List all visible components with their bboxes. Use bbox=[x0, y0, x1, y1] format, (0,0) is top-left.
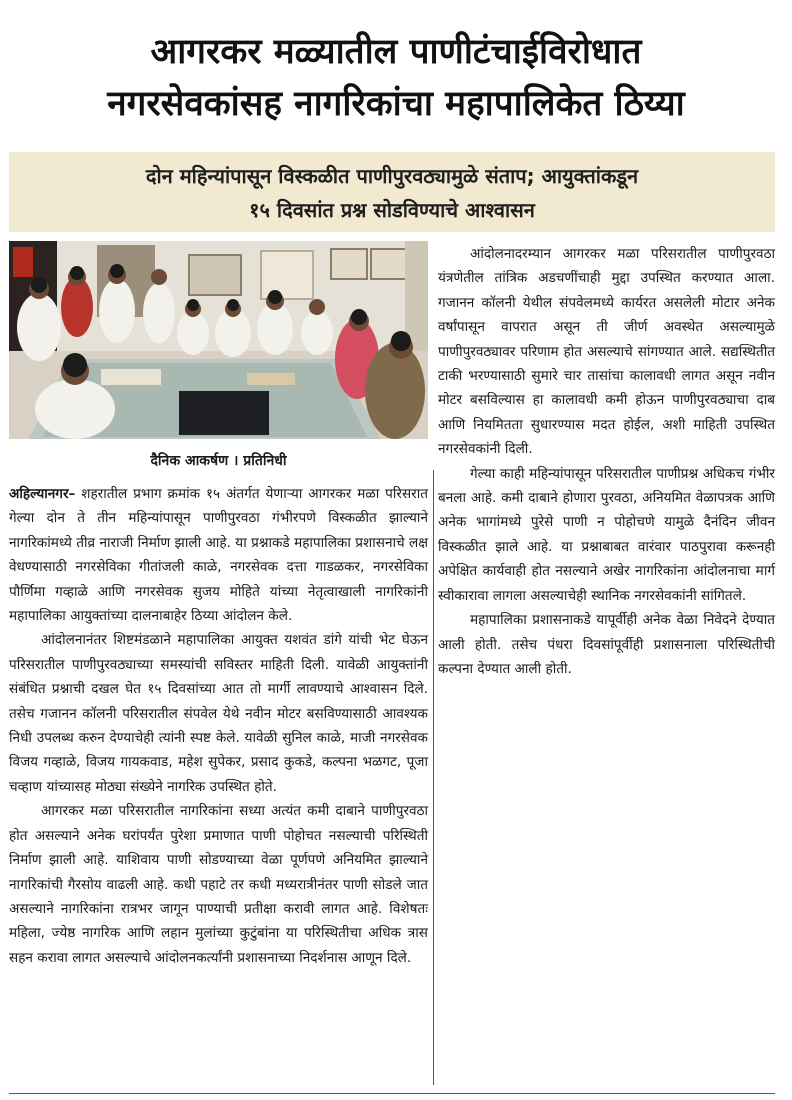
paragraph-6: महापालिका प्रशासनाकडे यापूर्वीही अनेक वेळा निवेदने देण्यात आली होती. तसेच पंधरा दिवसांपूर्वीही प्रशासनाला परिस्थितीची कल्पना देण्यात आली होती. bbox=[438, 612, 775, 677]
headline bbox=[0, 26, 792, 130]
headline-line-1: आगरकर मळ्यातील पाणीटंचाईविरोधात bbox=[150, 32, 642, 72]
paragraph-1 bbox=[9, 482, 428, 628]
paragraph-4: आंदोलनादरम्यान आगरकर मळा परिसरातील पाणीपुरवठा यंत्रणेतील तांत्रिक अडचणींचाही मुद्दा उपस्थित करण्यात आला. गजानन कॉलनी येथील संपवेलमध्ये कार्यरत असलेली मोटार अनेक वर्षांपासून वापरात असून ती जीर्ण अवस्थेत असल्यामुळे पाणीपुरवठ्यावर परिणाम होत असल्याचे सांगण्यात आले. सद्यस्थितीत टाकी भरण्यासाठी सुमारे चार तासांचा कालावधी लागत असून नवीन मोटर बसविल्यास हा कालावधी कमी होऊन पाणीपुरवठ्याचा दाब आणि नियमितता सुधारण्यास मदत होईल, अशी माहिती उपस्थित नगरसेवकांनी दिली. bbox=[438, 246, 775, 458]
subheadline-line-2: १५ दिवसांत प्रश्न सोडविण्याचे आश्वासन bbox=[249, 198, 535, 222]
meeting-photo-illustration bbox=[9, 241, 428, 439]
subheadline bbox=[9, 152, 775, 232]
news-photo bbox=[9, 241, 428, 439]
bottom-rule bbox=[9, 1093, 775, 1094]
byline: दैनिक आकर्षण । प्रतिनिधी bbox=[150, 453, 287, 469]
dateline: अहिल्यानगर– bbox=[9, 486, 76, 502]
article-column-right bbox=[438, 242, 775, 681]
article-column-left bbox=[9, 482, 428, 970]
column-divider bbox=[433, 470, 434, 1085]
headline-line-2: नगरसेवकांसह नागरिकांचा महापालिकेत ठिय्या bbox=[107, 84, 685, 124]
paragraph-5: गेल्या काही महिन्यांपासून परिसरातील पाणीप्रश्न अधिकच गंभीर बनला आहे. कमी दाबाने होणारा पुरवठा, अनियमित वेळापत्रक आणि अनेक भागांमध्ये पुरेसे पाणी न पोहोचणे यामुळे दैनंदिन जीवन विस्कळीत झाले आहे. या प्रश्नाबाबत वारंवार पाठपुरावा करूनही अपेक्षित कार्यवाही होत नसल्याने अखेर नागरिकांना आंदोलनाचा मार्ग स्वीकारावा लागला असल्याचेही स्थानिक नगरसेवकांनी सांगितले. bbox=[438, 465, 775, 604]
paragraph-1-text: शहरातील प्रभाग क्रमांक १५ अंतर्गत येणाऱ्या आगरकर मळा परिसरात गेल्या दोन ते तीन महिन्यांपासून पाणीपुरवठा गंभीरपणे विस्कळीत झाल्याने नागरिकांमध्ये तीव्र नाराजी निर्माण झाली आहे. या प्रश्नाकडे महापालिका प्रशासनाचे लक्ष वेधण्यासाठी नगरसेविका गीतांजली काळे, नगरसेवक दत्ता गाडळकर, नगरसेविका पौर्णिमा गव्हाळे आणि नगरसेवक सुजय मोहिते यांच्या नेतृत्वाखाली नागरिकांनी महापालिका आयुक्तांच्या दालनाबाहेर ठिय्या आंदोलन केले. bbox=[9, 486, 428, 625]
subheadline-line-1: दोन महिन्यांपासून विस्कळीत पाणीपुरवठ्यामुळे संताप; आयुक्तांकडून bbox=[145, 164, 639, 188]
paragraph-2: आंदोलनानंतर शिष्टमंडळाने महापालिका आयुक्त यशवंत डांगे यांची भेट घेऊन परिसरातील पाणीपुरवठ्याच्या समस्यांची सविस्तर माहिती दिली. यावेळी आयुक्तांनी संबंधित प्रश्नाची दखल घेत १५ दिवसांच्या आत तो मार्गी लावण्याचे आश्वासन दिले. तसेच गजानन कॉलनी परिसरातील संपवेल येथे नवीन मोटर बसविण्यासाठी आवश्यक निधी उपलब्ध करुन देण्याचेही त्यांनी स्पष्ट केले. यावेळी सुनिल काळे, माजी नगरसेवक विजय गव्हाळे, विजय गायकवाड, महेश सुपेकर, प्रसाद कुकडे, कल्पना भळगट, पूजा चव्हाण यांच्यासह मोठ्या संख्येने नागरिक उपस्थित होते. bbox=[9, 632, 428, 795]
paragraph-3: आगरकर मळा परिसरातील नागरिकांना सध्या अत्यंत कमी दाबाने पाणीपुरवठा होत असल्याने अनेक घरांपर्यंत पुरेशा प्रमाणात पाणी पोहोचत नसल्याची परिस्थिती निर्माण झाली आहे. याशिवाय पाणी सोडण्याच्या वेळा पूर्णपणे अनियमित झाल्याने नागरिकांची गैरसोय वाढली आहे. कधी पहाटे तर कधी मध्यरात्रीनंतर पाणी सोडले जात असल्याने नागरिकांना रात्रभर जागून पाण्याची प्रतीक्षा करावी लागत आहे. विशेषतः महिला, ज्येष्ठ नागरिक आणि लहान मुलांच्या कुटुंबांना या परिस्थितीचा अधिक त्रास सहन करावा लागत असल्याचे आंदोलनकर्त्यांनी प्रशासनाच्या निदर्शनास आणून दिले. bbox=[9, 803, 428, 966]
